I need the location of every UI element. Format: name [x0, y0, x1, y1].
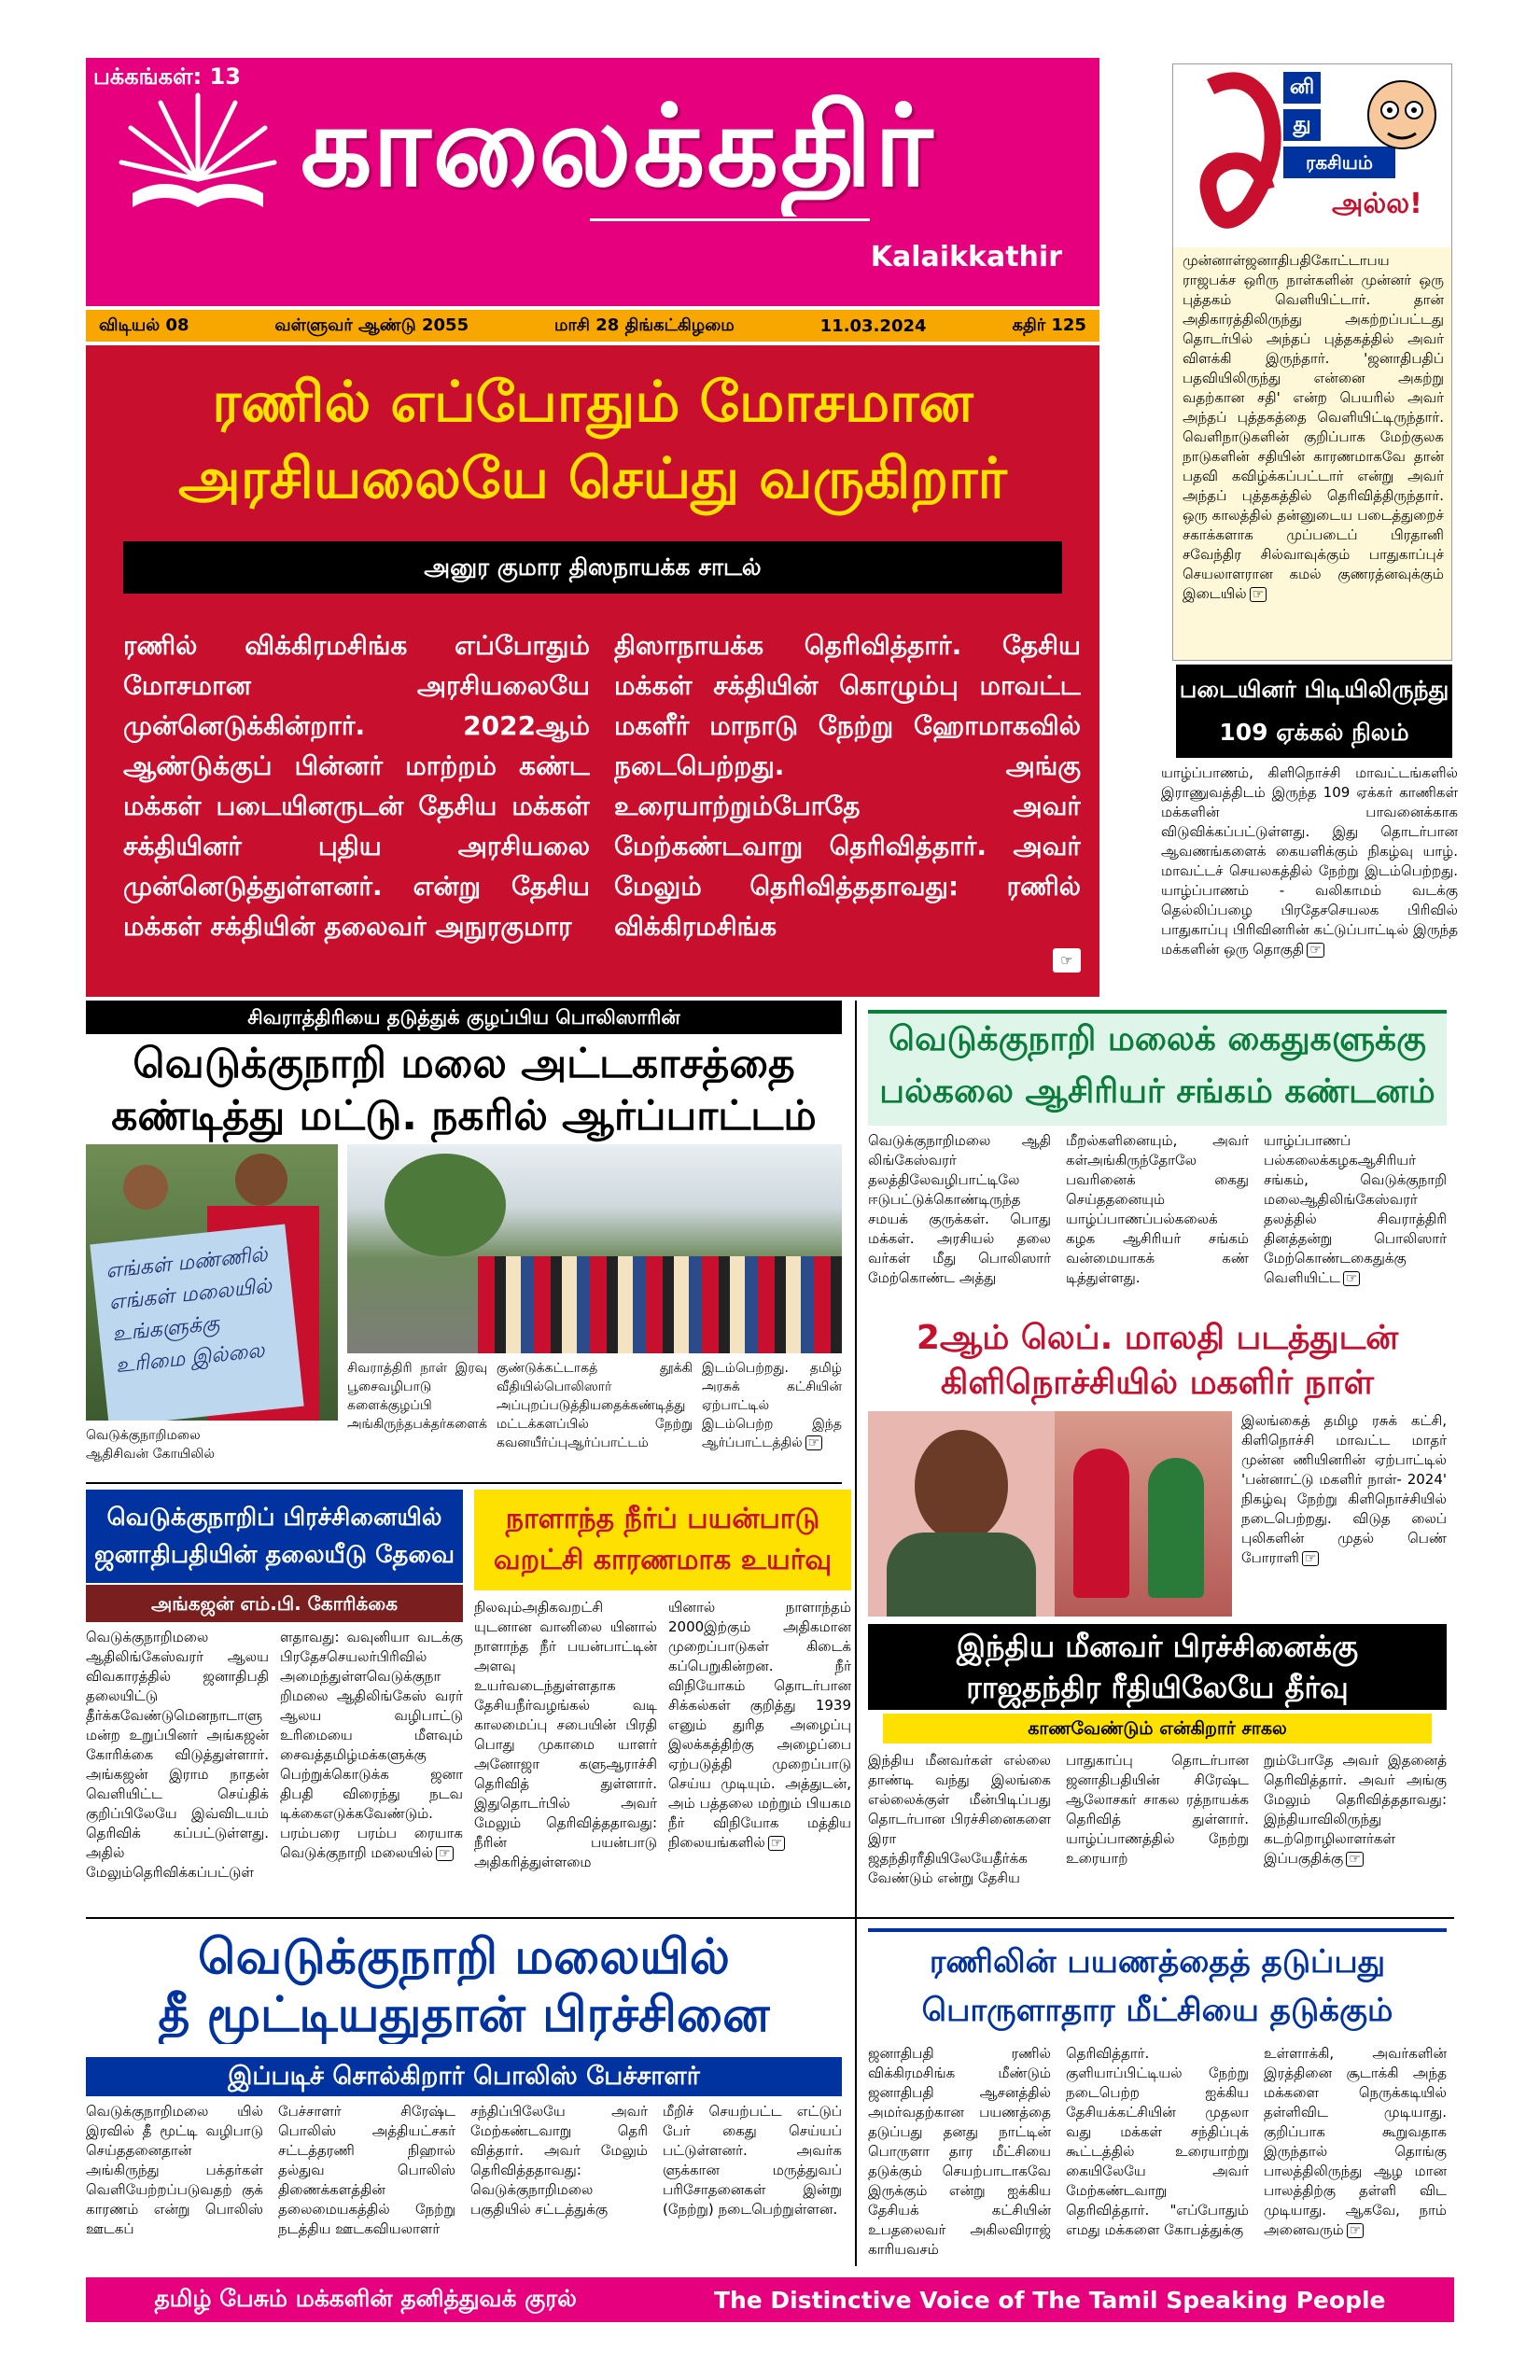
intervention-headline — [86, 1490, 463, 1583]
fire-headline-line-2: தீ மூட்டியதுதான் பிரச்சினை — [158, 1987, 770, 2043]
water-headline-line-2: வறட்சி காரணமாக உயர்வு — [493, 1544, 833, 1576]
lead-headline — [105, 364, 1081, 517]
teachers-column-3-text: யாழ்ப்பாணப் பல்கலைக்கழகஆசிரியர் சங்கம், வெடுக்குநாறி மலைஆதிலிங்கேஸ்வரர் தலத்தில் சிவராத்திரி தினத்தன்று பொலிஸார் மேற்கொண்டகைதுக்கு வெளியிட்ட — [1264, 1132, 1447, 1286]
protest-caption-4-text: இடம்பெற்றது. தமிழ் அரசுக் கட்சியின் ஏற்பாட்டில் இடம்பெற்ற இந்த ஆர்ப்பாட்டத்தில் — [702, 1361, 842, 1450]
fire-headline-line-1: வெடுக்குநாறி மலையில் — [198, 1929, 730, 1985]
intervention-column-1: வெடுக்குநாறிமலை ஆதிலிங்கேஸ்வரர் ஆலய விவகாரத்தில் ஜனாதிபதி தலையிட்டு தீர்க்கவேண்டுமெனநாடாளு மன்ற உறுப்பினர் அங்கஜன் கோரிக்கை விடுத்துள்ளார். அங்கஜன் இராம நாதன் வெளியிட்ட செய்திக் குறிப்பிலேயே இவ்விடயம் தெரிவிக் கப்பட்டுள்ளது. அதில் மேலும்தெரிவிக்கப்பட்டுள் — [86, 1629, 269, 1881]
protest-caption-2: சிவராத்திரி நாள் இரவு பூசைவழிபாடு களைக்குழப்பி அங்கிருந்தபக்தர்களைக் — [347, 1361, 487, 1432]
column-divider — [855, 1001, 857, 2266]
womens-day-headline — [868, 1316, 1447, 1406]
book-sunrise-logo-icon — [114, 77, 282, 226]
protester-head — [235, 1154, 287, 1206]
water-headline-line-1: நாளாந்த நீர்ப் பயன்பாடு — [505, 1503, 820, 1535]
lead-column-1: ரணில் விக்கிரமசிங்க எப்போதும் மோசமான அரசியலையே முன்னெடுக்கின்றார். 2022ஆம் ஆண்டுக்குப் பின்னர் மாற்றம் கண்ட மக்கள் படையினருடன் தேசிய மக்கள் சக்தியினர் புதிய அரசியலை முன்னெடுத்துள்ளனர். என்று தேசிய மக்கள் சக்தியின் தலைவர் அநுரகுமார — [123, 630, 590, 942]
fishermen-column-2: பாதுகாப்பு தொடர்பான ஜனாதிபதியின் சிரேஷ்ட ஆலோசகர் சாகல ரத்நாயக்க தெரிவித் துள்ளார். யாழ்ப்பாணத்தில் நேற்று உரையாற் — [1066, 1752, 1249, 1867]
protest-caption-3: குண்டுக்கட்டாகத் தூக்கி வீதியில்பொலிஸார் அப்புறப்படுத்தியதைக்கண்டித்து மட்டக்களப்பில் நேற்று கவனயீர்ப்புஆர்ப்பாட்டம் — [497, 1361, 693, 1450]
teachers-headline — [868, 1010, 1447, 1126]
continued-hand-icon: ☞ — [1250, 587, 1267, 602]
side-column — [1172, 63, 1452, 661]
protest-headline — [86, 1038, 842, 1142]
side-column-body: முன்னாள்ஜனாதிபதிகோட்டாபய ராஜபக்ச ஒரிரு நாள்களின் முன்னர் ஒரு புத்தகம் வெளியிட்டார். தான் அதிகாரத்திலிருந்து அகற்றப்பட்டது தொடர்பில் அந்தப் புத்தகத்தில் அவர் விளக்கி இருந்தார். 'ஜனாதிபதிப் பதவியிலிருந்து என்னை அகற்று வதற்கான சதி' என்ற பெயரில் அவர் அந்தப் புத்தகத்தை வெளியிட்டிருந்தார். வெளிநாடுகளின் குறிப்பாக மேற்குலக நாடுகளின் சதியின் காரணமாகவே தான் பதவி கவிழ்க்கப்பட்டார் என்று அவர் அந்தப் புத்தகத்தில் தெரிவித்திருந்தார். ஒரு காலத்தில் தன்னுடைய படைத்துறைச் சகாக்களாக முப்படைப் பிரதானி சவேந்திர சில்வாவுக்கும் பாதுகாப்புச் செயலாளரான கமல் குணரத்னவுக்கும் இடையில் — [1183, 252, 1444, 602]
teachers-headline-line-1: வெடுக்குநாறி மலைக் கைதுகளுக்கு — [889, 1020, 1426, 1058]
intervention-headline-line-1: வெடுக்குநாறிப் பிரச்சினையில் — [106, 1504, 442, 1532]
logo-word-4: அல்ல! — [1332, 188, 1422, 220]
issue-number: கதிர் 125 — [1012, 315, 1086, 335]
protest-caption-1: வெடுக்குநாறிமலை ஆதிசிவன் கோயிலில் — [86, 1428, 216, 1462]
portrait-face — [915, 1430, 1008, 1542]
tamil-date: மாசி 28 திங்கட்கிழமை — [554, 315, 735, 335]
masthead-subtitle: Kalaikkathir — [870, 241, 1062, 273]
logo-word-1: னி — [1283, 72, 1321, 104]
womens-day-headline-line-1: 2ஆம் லெப். மாலதி படத்துடன் — [916, 1319, 1399, 1357]
protest-headline-line-2: கண்டித்து மட்டு. நகரில் ஆர்ப்பாட்டம் — [111, 1092, 817, 1140]
lead-headline-line-1: ரணில் எப்போதும் மோசமான — [212, 370, 973, 435]
fire-headline — [86, 1928, 842, 2044]
womens-day-headline-line-2: கிளிநொச்சியில் மகளிர் நாள் — [940, 1364, 1375, 1402]
fishermen-column-3 — [1264, 1751, 1447, 1869]
dancer — [1073, 1449, 1129, 1598]
portrait-photo — [868, 1411, 1055, 1617]
side-column-logo — [1173, 64, 1452, 247]
continued-hand-icon: ☞ — [1053, 948, 1081, 973]
army-story-text — [1161, 763, 1458, 959]
continued-hand-icon: ☞ — [1347, 2223, 1365, 2238]
fishermen-headline-line-1: இந்திய மீனவர் பிரச்சினைக்கு — [956, 1629, 1359, 1664]
volume: விடியல் 08 — [99, 315, 189, 335]
fishermen-column-3-text: றும்போதே அவர் இதனைத் தெரிவித்தார். அவர் அங்கு மேலும் தெரிவித்ததாவது: இந்தியாவிலிருந்து கடற்றொழிலாளர்கள் இப்பகுதிக்கு — [1264, 1752, 1447, 1867]
fire-column-2: பேச்சாளர் சிரேஷ்ட பொலிஸ் அத்தியட்சகர் சட்டத்தரணி நிஹால் தல்துவ பொலிஸ் திணைக்களத்தின் தலைமையகத்தில் நேற்று நடத்திய ஊடகவியலாளர் — [278, 2103, 455, 2237]
water-column-1: நிலவும்அதிகவறட்சி யுடனான வானிலை யினால் நாளாந்த நீர் பயன்பாட்டின் அளவு உயர்வடைந்துள்ளதாக தேசியநீர்வழங்கல் வடி காலமைப்பு சபையின் பிரதி பொது முகாமை யாளர் அனோஜா களுஆராச்சி தெரிவித் துள்ளார். இதுதொடர்பில் அவர் மேலும் தெரிவித்ததாவது: நீரின் பயன்பாடு அதிகரித்துள்ளமை — [474, 1599, 657, 1870]
footer-tamil-slogan: தமிழ் பேசும் மக்களின் தனித்துவக் குரல் — [154, 2284, 577, 2312]
teachers-column-1: வெடுக்குநாறிமலை ஆதி லிங்கேஸ்வரர் தலத்திலேவழிபாட்டிலே ஈடுபட்டுக்கொண்டிருந்த சமயக் குருக்கள். பொது மக்கள். அரசியல் தலை வர்கள் மீது பொலிஸார் மேற்கொண்ட அத்து — [868, 1132, 1051, 1286]
continued-hand-icon: ☞ — [1346, 1852, 1364, 1867]
continued-hand-icon: ☞ — [768, 1836, 786, 1851]
page-count: பக்கங்கள்: 13 — [93, 63, 241, 90]
lead-column-2: திஸாநாயக்க தெரிவித்தார். தேசிய மக்கள் சக்தியின் கொழும்பு மாவட்ட மகளீர் மாநாடு நேற்று ஹோமாகவில் நடைபெற்றது. அங்கு உரையாற்றும்போதே அவர் மேற்கண்டவாறு தெரிவித்தார். அவர் மேலும் தெரிவித்ததாவது: ரணில் விக்கிரமசிங்க — [614, 630, 1081, 942]
logo-word-3: ரகசியம் — [1283, 147, 1395, 178]
protest-placard: எங்கள் மண்ணில் எங்கள் மலையில் உங்களுக்கு உரிமை இல்லை — [90, 1225, 303, 1421]
dateline — [86, 310, 1099, 342]
intervention-subheadline: அங்கஜன் எம்.பி. கோரிக்கை — [86, 1585, 463, 1622]
side-column-text — [1183, 251, 1444, 604]
continued-hand-icon: ☞ — [436, 1846, 454, 1861]
dancer — [1148, 1458, 1204, 1598]
masthead — [86, 58, 1099, 306]
protest-headline-line-1: வெடுக்குநாறி மலை அட்டகாசத்தை — [133, 1040, 795, 1087]
teachers-headline-line-2: பல்கலை ஆசிரியர் சங்கம் கண்டனம் — [879, 1072, 1435, 1111]
protest-crowd — [478, 1256, 842, 1353]
masthead-divider — [590, 218, 870, 221]
continued-hand-icon: ☞ — [1343, 1271, 1361, 1286]
section-divider — [86, 1917, 1454, 1919]
army-body: யாழ்ப்பாணம், கிளிநொச்சி மாவட்டங்களில் இராணுவத்திடம் இருந்த 109 ஏக்கர் காணிகள் மக்களின் பாவனைக்காக விடுவிக்கப்பட்டுள்ளது. இது தொடர்பான ஆவணங்களைக் கையளிக்கும் நிகழ்வு யாழ். மாவட்டச் செயலகத்தில் நேற்று இடம்பெற்றது. யாழ்ப்பாணம் - வலிகாமம் வடக்கு தெல்லிப்பழை பிரதேசசெயலக பிரிவில் பாதுகாப்பு பிரிவினரின் கட்டுப்பாட்டில் இருந்த மக்களின் ஒரு தொகுதி — [1161, 764, 1458, 958]
intervention-column-2 — [280, 1628, 463, 1863]
continued-hand-icon: ☞ — [805, 1435, 823, 1450]
dance-photo — [1055, 1411, 1232, 1617]
protest-kicker: சிவராத்திரியை தடுத்துக் குழப்பிய பொலிஸாரின் — [86, 1001, 842, 1034]
fishermen-column-1: இந்திய மீனவர்கள் எல்லை தாண்டி வந்து இலங்கை எல்லைக்குள் மீன்பிடிப்பது தொடர்பான பிரச்சினைகளை இரா ஜதந்திரரீதியிலேயேதீர்க்க வேண்டும் என்று தேசிய — [868, 1752, 1051, 1886]
intervention-headline-line-2: ஜனாதிபதியின் தலையீடு தேவை — [94, 1541, 455, 1569]
masthead-title: காலைக்கதிர் — [301, 80, 935, 212]
womens-day-text — [1241, 1411, 1447, 1568]
water-column-2-text: யினால் நாளாந்தம் 2000இற்கும் அதிகமான முறைப்பாடுகள் கிடைக் கப்பெறுகின்றன. நீர் விநியோகம் தொடர்பான சிக்கல்கள் குறித்து 1939 எனும் துரித அழைப்பு இலக்கத்திற்கு அழைப்பை ஏற்படுத்தி முறைப்பாடு செய்ய முடியும். அத்துடன், அம் பத்தலை மற்றும் பியகம நீர் விநியோக மத்திய நிலையங்களில் — [668, 1599, 851, 1851]
portrait-uniform — [887, 1533, 1036, 1617]
fire-column-3: சந்திப்பிலேயே அவர் மேற்கண்டவாறு தெரி வித்தார். அவர் மேலும் தெரிவித்ததாவது: வெடுக்குநாறிமலை பகுதியில் சட்டத்துக்கு — [470, 2103, 648, 2218]
continued-hand-icon: ☞ — [1302, 1551, 1320, 1566]
lead-subheadline: அனுர குமார திஸநாயக்க சாடல் — [123, 541, 1062, 594]
army-headline — [1176, 665, 1452, 758]
footer-banner — [86, 2277, 1454, 2322]
army-headline-line-1: படையினர் பிடியிலிருந்து — [1179, 676, 1449, 703]
teachers-column-2: மீறல்களினையும், அவர் கள்அங்கிருந்தோலே பவரினைக் கைது செய்ததனையும் யாழ்ப்பாணப்பல்கலைக் கழக ஆசிரியர் சங்கம் வன்மையாகக் கண் டித்துள்ளது. — [1066, 1132, 1249, 1286]
section-divider — [86, 1482, 842, 1484]
ranil-headline — [868, 1928, 1447, 2038]
protest-photo-1 — [86, 1144, 338, 1421]
ranil-column-3-text: உள்ளாக்கி, அவர்களின் இரத்தினை சூடாக்கி அந்த மக்களை நெருக்கடியில் தள்ளிவிட முடியாது. குறிப்பாக கூறுவதாக இருந்தால் தொங்கு பாலத்திலிருந்து ஆழ மான பாலத்திற்கு தள்ளி விட முடியாது. ஆகவே, நாம் அனைவரும் — [1264, 2045, 1447, 2238]
womens-day-body: இலங்கைத் தமிழ ரசுக் கட்சி, கிளிநொச்சி மாவட்ட மாதர் முன்ன ணியினரின் ஏற்பாட்டில் 'பன்னாட்டு மகளிர் நாள்- 2024' நிகழ்வு நேற்று கிளிநொச்சியில் நடைபெற்றது. விடுத லைப் புலிகளின் முதல் பெண் போராளி — [1241, 1412, 1447, 1566]
fire-subheadline: இப்படிச் சொல்கிறார் பொலிஸ் பேச்சாளர் — [86, 2057, 842, 2096]
water-column-2 — [668, 1598, 851, 1853]
fishermen-headline — [868, 1624, 1447, 1710]
ranil-headline-line-2: பொருளாதார மீட்சியை தடுக்கும் — [921, 1992, 1393, 2029]
fire-column-1: வெடுக்குநாறிமலை யில் இரவில் தீ மூட்டி வழிபாடு செய்ததனைதான் அங்கிருந்து பக்தர்கள் வெளியேற்றப்படுவதற் குக் காரணம் என்று பொலிஸ் ஊடகப் — [86, 2103, 263, 2237]
tree — [385, 1154, 506, 1256]
teachers-column-3 — [1264, 1131, 1447, 1288]
logo-word-2: து — [1283, 109, 1321, 141]
lead-story — [86, 345, 1099, 997]
lead-headline-line-2: அரசியலையே செய்து வருகிறார் — [178, 446, 1007, 511]
ranil-column-1: ஜனாதிபதி ரணில் விக்கிரமசிங்க மீண்டும் ஜனாதிபதி ஆசனத்தில் அமர்வதற்கான பயணத்தை தடுப்பது தனது நாட்டின் பொருளா தார மீட்சியை தடுக்கும் செயற்பாடாகவே இருக்கும் என்று ஐக்கிய தேசியக் கட்சியின் உபதலைவர் அகிலவிராஜ் காரியவசம் — [868, 2045, 1051, 2258]
fishermen-headline-line-2: ராஜதந்திர ரீதியிலேயே தீர்வு — [966, 1670, 1349, 1705]
tamil-year: வள்ளுவர் ஆண்டு 2055 — [274, 315, 469, 335]
continued-hand-icon: ☞ — [1307, 943, 1324, 958]
tamil-letter-logo-icon — [1192, 68, 1295, 241]
protest-photo-2 — [347, 1144, 842, 1353]
cartoon-face-icon — [1360, 68, 1444, 180]
fishermen-subheadline: காணவேண்டும் என்கிறார் சாகல — [883, 1714, 1432, 1743]
ranil-column-3 — [1264, 2044, 1447, 2240]
date: 11.03.2024 — [819, 315, 927, 336]
ranil-headline-line-1: ரணிலின் பயணத்தைத் தடுப்பது — [929, 1943, 1386, 1981]
footer-english-slogan: The Distinctive Voice of The Tamil Speaking People — [713, 2286, 1386, 2314]
water-headline — [474, 1490, 851, 1590]
intervention-column-2-text: ளதாவது: வவுனியா வடக்கு பிரதேசசெயலர்பிரிவில் அமைந்துள்ளவெடுக்குநா றிமலை ஆதிலிங்கேஸ் வரர் ஆலய வழிபாட்டு உரிமையை மீளவும் சைவத்தமிழ்மக்களுக்கு பெற்றுக்கொடுக்க ஜனா திபதி விரைந்து நடவ டிக்கைஎடுக்கவேண்டும். பரம்பரை பரம்ப ரையாக வெடுக்குநாறி மலையில் — [280, 1629, 463, 1861]
fire-column-4: மீறிச் செயற்பட்ட எட்டுப் பேர் கைது செய்யப் பட்டுள்ளனர். அவர்க ளுக்கான மருத்துவப் பரிசோதனைகள் இன்று (நேற்று) நடைபெற்றுள்ளன. — [663, 2103, 842, 2218]
protest-caption-4 — [702, 1359, 842, 1452]
protester-head — [123, 1165, 168, 1210]
army-headline-line-2: 109 ஏக்கல் நிலம் — [1219, 719, 1409, 746]
ranil-column-2: தெரிவித்தார். குளியாப்பிட்டியல் நேற்று நடைபெற்ற ஐக்கிய தேசியக்கட்சியின் முதலா வது மக்கள் சந்திப்புக் கூட்டத்தில் உரையாற்று கையிலேயே அவர் மேற்கண்டவாறு தெரிவித்தார். "எப்போதும் எமது மக்களை கோபத்துக்கு — [1066, 2045, 1249, 2238]
